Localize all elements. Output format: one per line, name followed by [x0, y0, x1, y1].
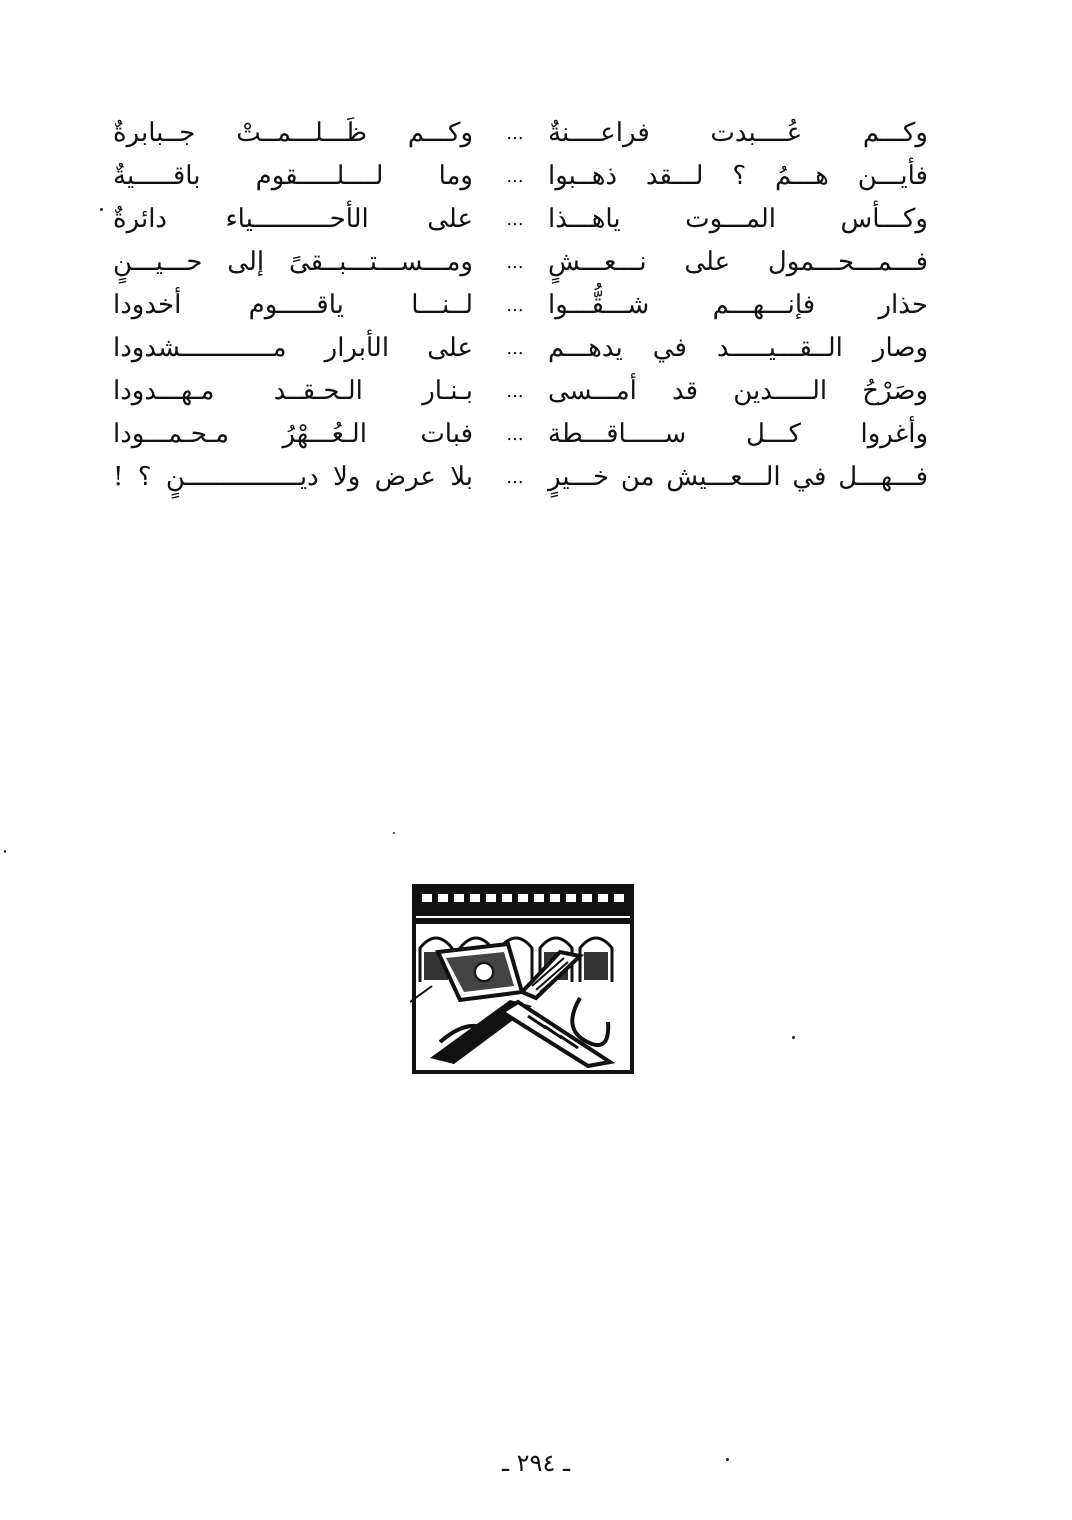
- verse-second-hemistich: لــنـــا ياقـــــوم أخدودا: [113, 290, 473, 320]
- page-number: ـ ٢٩٤ ـ: [501, 1449, 570, 1477]
- verse-separator: ...: [506, 123, 524, 144]
- verse-separator: ...: [506, 338, 524, 359]
- verse-separator: ...: [506, 209, 524, 230]
- verse: [88, 284, 948, 327]
- verse: [88, 198, 948, 241]
- verse-first-hemistich: وكـــم عُــــبدت فراعــــنةٌ: [548, 118, 928, 148]
- verse-separator: ...: [506, 381, 524, 402]
- verse: [88, 456, 948, 499]
- verse-second-hemistich: فبات الـعُـــهْرُ مـحـمـــودا: [113, 419, 473, 449]
- verse-first-hemistich: وكـــأس المـــوت ياهـــذا: [548, 204, 928, 234]
- verse-first-hemistich: وصار الــقـــيـــــد في يدهـــم: [548, 333, 928, 363]
- scan-speck: [792, 1036, 795, 1039]
- quran-on-stand-icon: [410, 882, 636, 1076]
- verse-second-hemistich: وما لــــلـــــقوم باقـــــيةٌ: [113, 161, 473, 191]
- verse-second-hemistich: بلا عرض ولا ديـــــــــــــــنٍ ؟ !: [113, 462, 473, 492]
- verse: [88, 155, 948, 198]
- verse-first-hemistich: وصَرْحُ الـــــدين قد أمـــسى: [548, 376, 928, 406]
- verse-first-hemistich: فـــمـــحـــمول على نـــعـــشٍ: [548, 247, 928, 277]
- verse: [88, 241, 948, 284]
- verse-separator: ...: [506, 166, 524, 187]
- verse: [88, 370, 948, 413]
- verse-second-hemistich: وكـــم ظَـــلـــمــتْ جــبابرةٌ: [113, 118, 473, 148]
- verse-separator: ...: [506, 295, 524, 316]
- scan-speck: [393, 832, 395, 834]
- verse-first-hemistich: حذار فإنـــهـــم شـــقُّـــوا: [548, 290, 928, 320]
- verse-second-hemistich: ومـــســـتـــبــقىً إلى حـــيـــنٍ: [113, 247, 473, 277]
- verse: [88, 112, 948, 155]
- verse-second-hemistich: على الأبرار مــــــــــــشدودا: [113, 333, 473, 363]
- scan-speck: [4, 850, 6, 853]
- verse-separator: ...: [506, 252, 524, 273]
- poem: [88, 112, 948, 499]
- scan-speck: [100, 208, 103, 211]
- verse-separator: ...: [506, 467, 524, 488]
- verse-first-hemistich: فـــهـــل في الـــعـــيش من خـــيرٍ: [548, 462, 928, 492]
- verse-first-hemistich: فأيـــن هـــمُ ؟ لـــقد ذهــبوا: [548, 161, 928, 191]
- verse: [88, 327, 948, 370]
- verse-second-hemistich: بـنـار الـحـقــد مـهـــدودا: [113, 376, 473, 406]
- verse-separator: ...: [506, 424, 524, 445]
- verse-second-hemistich: على الأحــــــــــياء دائرةٌ: [113, 204, 473, 234]
- scan-speck: [726, 1458, 729, 1461]
- verse-first-hemistich: وأغروا كـــل ســـــاقـــطة: [548, 419, 928, 449]
- verse: [88, 413, 948, 456]
